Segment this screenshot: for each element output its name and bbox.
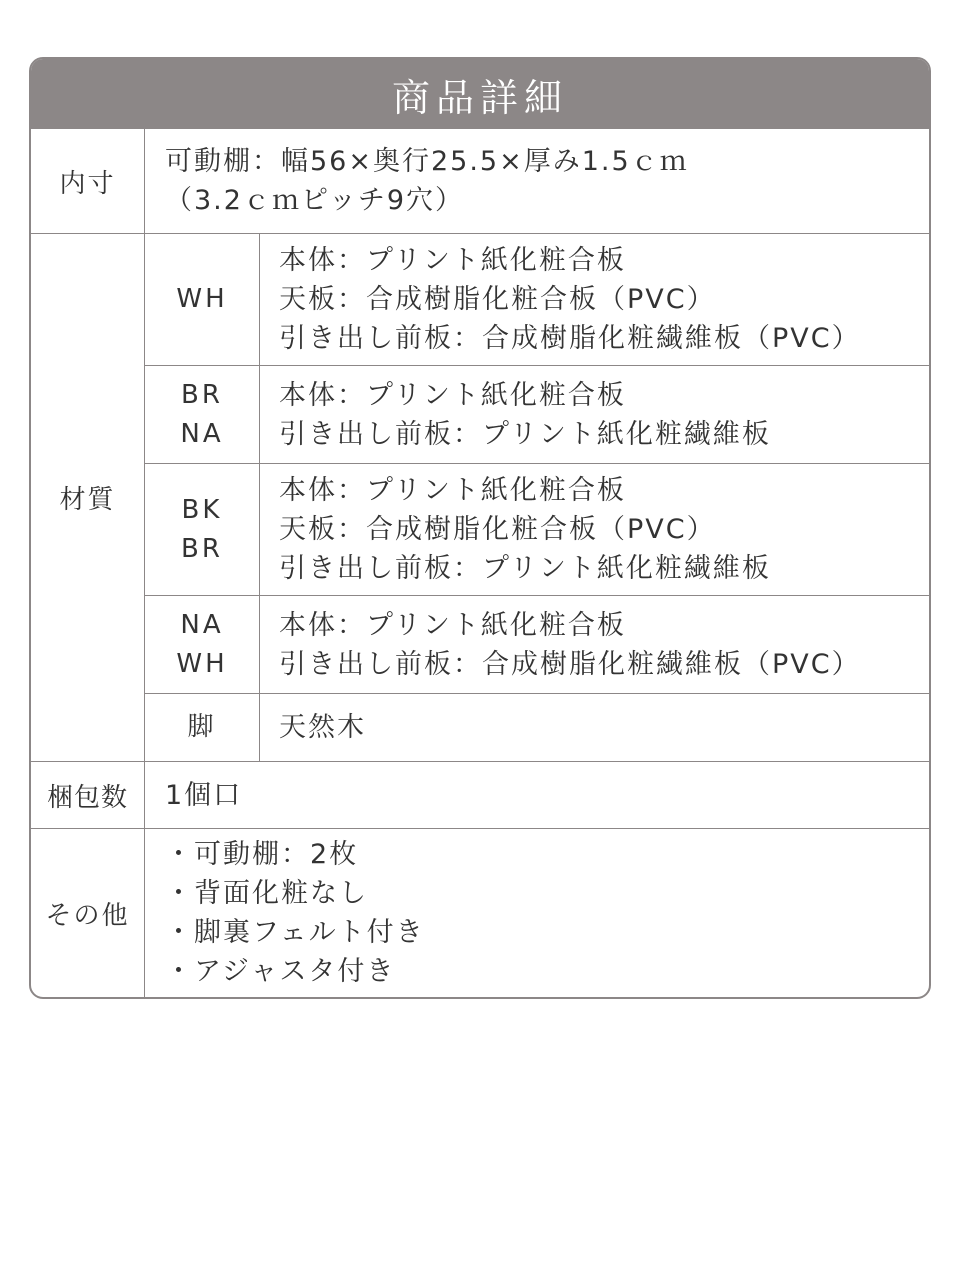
variant-colors — [145, 464, 260, 595]
other-line: ・アジャスタ付き — [165, 956, 396, 987]
material-variant-legs — [145, 693, 929, 761]
other-row — [31, 828, 929, 997]
product-details-table — [29, 57, 931, 999]
material-line: 引き出し前板：プリント紙化粧繊維板 — [279, 418, 771, 450]
variant-materials — [260, 694, 929, 761]
dimensions-value — [145, 129, 929, 233]
variant-materials — [260, 596, 929, 693]
variant-materials — [260, 366, 929, 463]
material-line: 本体：プリント紙化粧合板 — [279, 245, 626, 276]
material-line: 天板：合成樹脂化粧合板（PVC） — [279, 514, 716, 545]
material-variant-bk-br — [145, 463, 929, 595]
dimensions-row — [31, 129, 929, 233]
material-line: 天板：合成樹脂化粧合板（PVC） — [279, 284, 716, 315]
dimensions-line: 可動棚：幅56×奥行25.5×厚み1.5ｃｍ — [165, 146, 689, 177]
material-line: 引き出し前板：合成樹脂化粧繊維板（PVC） — [279, 648, 861, 680]
variant-color: 脚 — [187, 712, 217, 742]
variant-color: WH — [176, 284, 228, 314]
packages-value: 1個口 — [165, 779, 243, 811]
material-label: 材質 — [31, 234, 145, 761]
variant-colors — [145, 366, 260, 463]
variant-colors — [145, 694, 260, 761]
variant-colors — [145, 234, 260, 365]
other-label: その他 — [31, 829, 145, 997]
material-variant-na-wh — [145, 595, 929, 693]
other-line: ・背面化粧なし — [165, 878, 368, 909]
variant-color: BR — [181, 379, 223, 410]
table-title: 商品詳細 — [31, 59, 929, 129]
dimensions-line: （3.2ｃｍピッチ9穴） — [165, 185, 465, 216]
variant-color: BK — [181, 494, 223, 525]
dimensions-label: 内寸 — [31, 129, 145, 233]
material-line: 本体：プリント紙化粧合板 — [279, 379, 626, 411]
variant-color: NA — [180, 609, 224, 640]
variant-color: BR — [181, 533, 223, 564]
material-line: 本体：プリント紙化粧合板 — [279, 609, 626, 641]
material-row — [31, 233, 929, 761]
packages-row — [31, 761, 929, 828]
material-line: 天然木 — [279, 712, 366, 743]
packages-label: 梱包数 — [31, 762, 145, 828]
material-line: 引き出し前板：合成樹脂化粧繊維板（PVC） — [279, 323, 861, 354]
material-line: 本体：プリント紙化粧合板 — [279, 475, 626, 506]
material-variant-wh — [145, 234, 929, 365]
material-variant-br-na — [145, 365, 929, 463]
material-variants — [145, 234, 929, 761]
variant-colors — [145, 596, 260, 693]
other-line: ・脚裏フェルト付き — [165, 917, 425, 948]
variant-color: WH — [176, 648, 228, 679]
variant-materials — [260, 464, 929, 595]
other-value — [145, 829, 929, 997]
variant-materials — [260, 234, 929, 365]
material-line: 引き出し前板：プリント紙化粧繊維板 — [279, 553, 771, 584]
other-line: ・可動棚：2枚 — [165, 839, 359, 870]
variant-color: NA — [180, 418, 224, 449]
